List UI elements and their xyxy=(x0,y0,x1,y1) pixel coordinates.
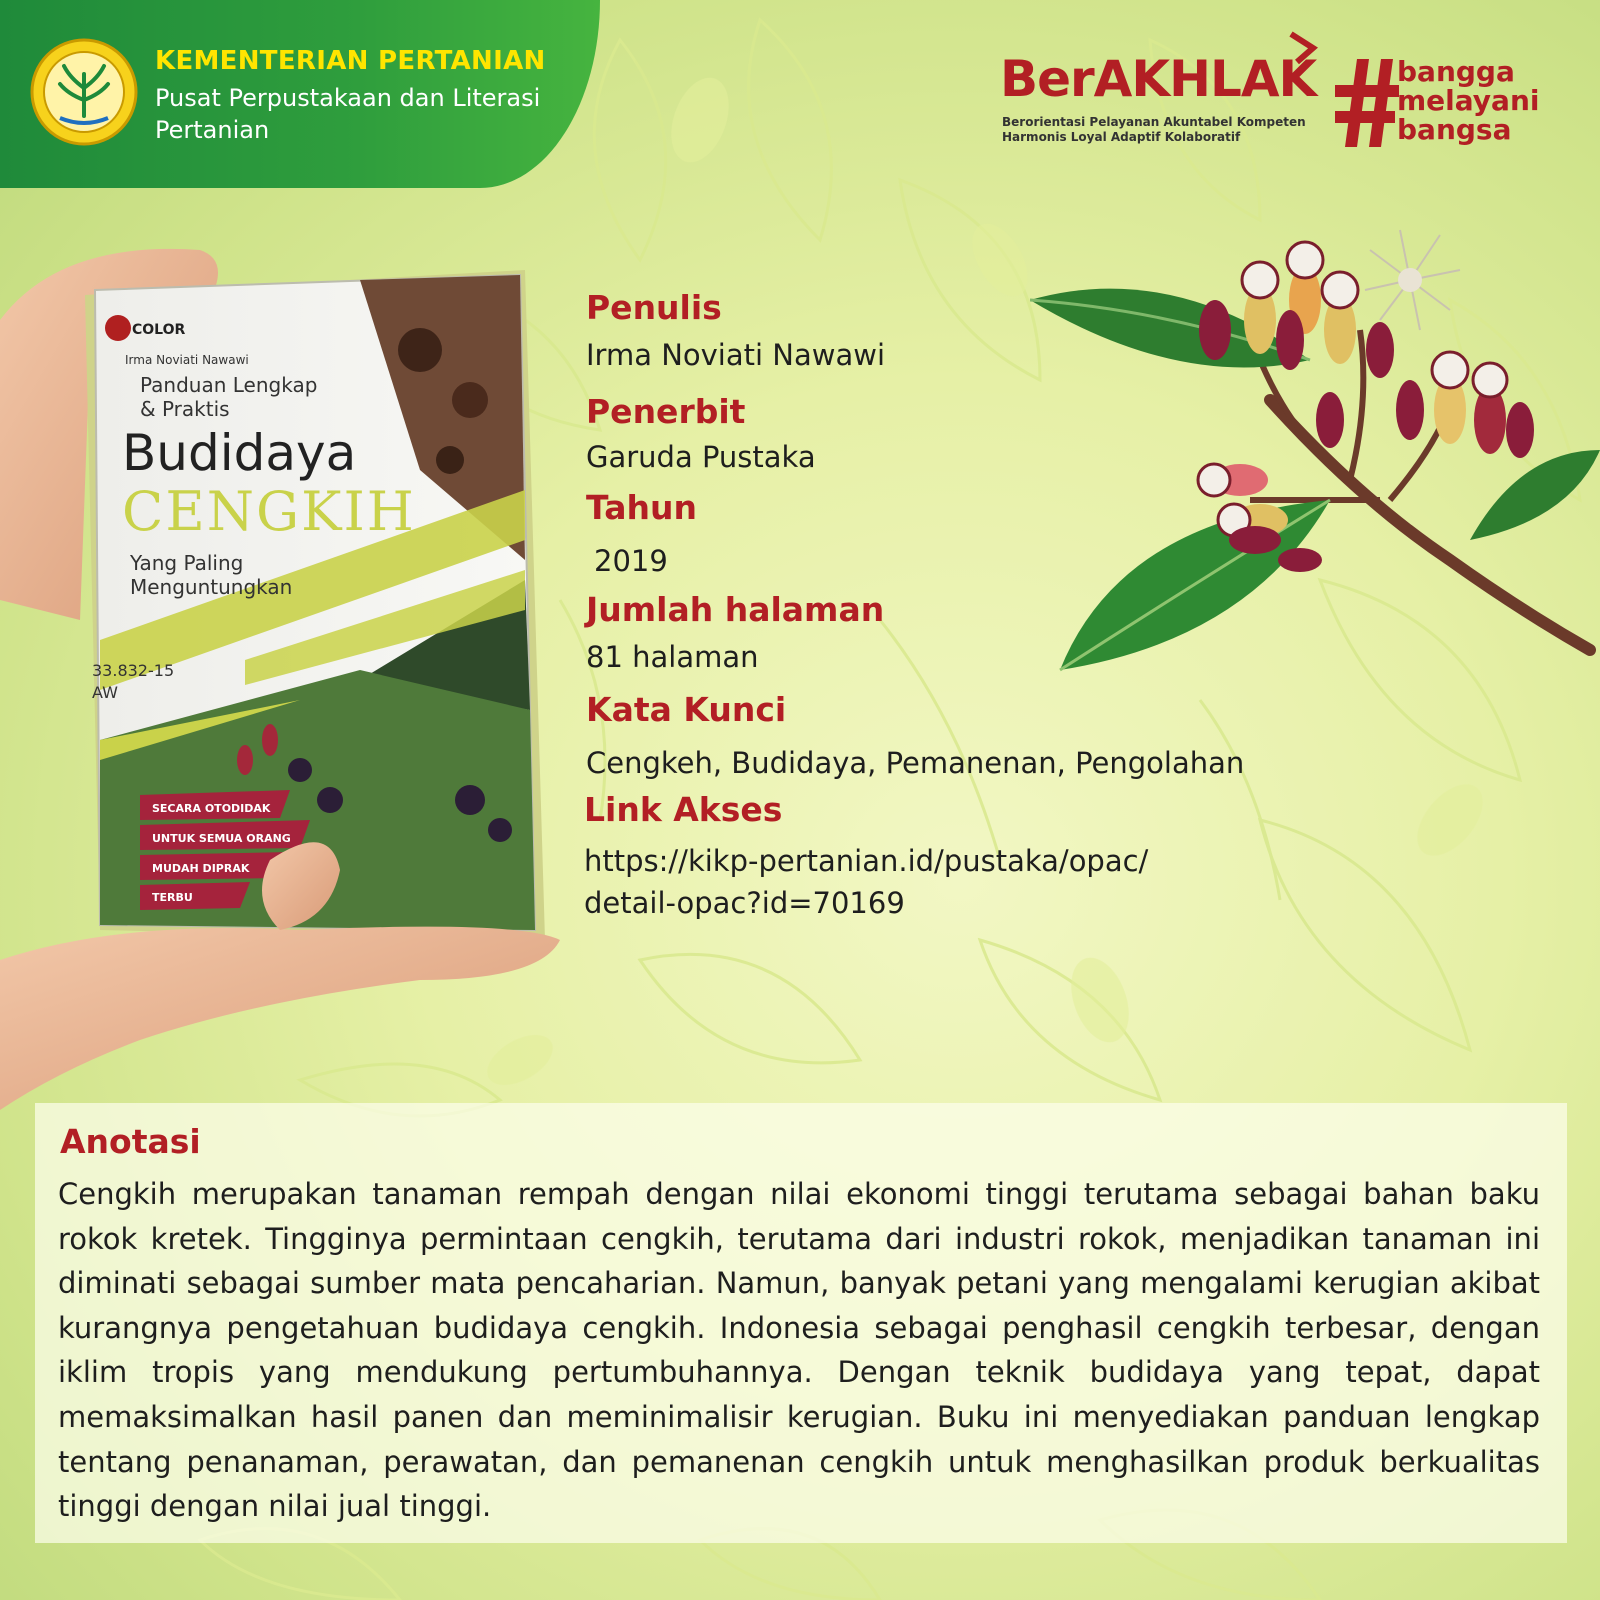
cover-bullet-4: TERBU xyxy=(152,891,193,904)
cover-bullet-2: UNTUK SEMUA ORANG xyxy=(152,832,291,845)
cover-bullet-1: SECARA OTODIDAK xyxy=(152,802,271,815)
cover-tagline-2: Menguntungkan xyxy=(130,575,293,599)
bangga-word: bangga xyxy=(1397,55,1515,88)
berakhlak-tagline-2: Harmonis Loyal Adaptif Kolaboratif xyxy=(1002,130,1241,144)
cover-tagline-1: Yang Paling xyxy=(130,551,244,575)
call-number-1: 33.832-15 xyxy=(92,661,175,680)
penerbit-value: Garuda Pustaka xyxy=(586,440,816,474)
kata-kunci-value: Cengkeh, Budidaya, Pemanenan, Pengolahan xyxy=(586,746,1245,780)
org-name: KEMENTERIAN PERTANIAN xyxy=(155,46,546,76)
berakhlak-tagline-1: Berorientasi Pelayanan Akuntabel Kompeten xyxy=(1002,115,1306,129)
cover-title-2: CENGKIH xyxy=(122,480,416,543)
link-value[interactable]: https://kikp-pertanian.id/pustaka/opac/ detail-opac?id=70169 xyxy=(584,844,1149,920)
cover-subtitle-2: & Praktis xyxy=(140,397,230,421)
book-in-hands-image xyxy=(0,240,560,1130)
kata-kunci-label: Kata Kunci xyxy=(586,690,787,729)
melayani-word: melayani xyxy=(1397,84,1540,117)
ministry-emblem-icon xyxy=(30,38,138,146)
link-label: Link Akses xyxy=(584,790,783,829)
publisher-logo: COLOR xyxy=(132,322,186,338)
cover-author: Irma Noviati Nawawi xyxy=(125,353,249,367)
halaman-value: 81 halaman xyxy=(586,640,759,674)
penerbit-label: Penerbit xyxy=(586,392,746,431)
bangsa-word: bangsa xyxy=(1397,113,1512,146)
penulis-value: Irma Noviati Nawawi xyxy=(586,338,886,372)
bangga-melayani-logo xyxy=(1335,55,1575,165)
cover-title-1: Budidaya xyxy=(122,424,357,482)
chevron-right-icon xyxy=(1283,28,1323,68)
tahun-value: 2019 xyxy=(594,544,668,578)
org-subtitle: Pusat Perpustakaan dan Literasi Pertanian xyxy=(155,84,541,144)
halaman-label: Jumlah halaman xyxy=(586,590,885,629)
anotasi-title: Anotasi xyxy=(60,1122,201,1161)
clove-illustration xyxy=(1030,200,1600,700)
penulis-label: Penulis xyxy=(586,288,722,327)
berakhlak-wordmark: BerAKHLAK xyxy=(1000,50,1317,108)
anotasi-text: Cengkih merupakan tanaman rempah dengan nilai ekonomi tinggi terutama sebagai bahan baku rokok kretek. Tingginya permintaan cengkih, terutama dari industri rokok, menjadikan tanaman ini diminati sebagai sumber mata pencaharian. Namun, banyak petani yang mengalami kerugian akibat kurangnya pengetahuan budidaya cengkih. Indonesia sebagai penghasil cengkih terbesar, dengan iklim tropis yang mendukung pertumbuhannya. Dengan teknik budidaya yang tepat, dapat memaksimalkan hasil panen dan meminimalisir kerugian. Buku ini menyediakan panduan lengkap tentang penanaman, perawatan, dan pemanenan cengkih untuk menghasilkan produk berkualitas tinggi dengan nilai jual tinggi. xyxy=(58,1177,1540,1524)
cover-bullet-3: MUDAH DIPRAK xyxy=(152,862,250,875)
hashtag-icon xyxy=(1335,55,1401,151)
cover-subtitle-1: Panduan Lengkap xyxy=(140,373,318,397)
tahun-label: Tahun xyxy=(586,488,698,527)
call-number-2: AW xyxy=(92,683,118,702)
berakhlak-logo xyxy=(1000,50,1330,150)
